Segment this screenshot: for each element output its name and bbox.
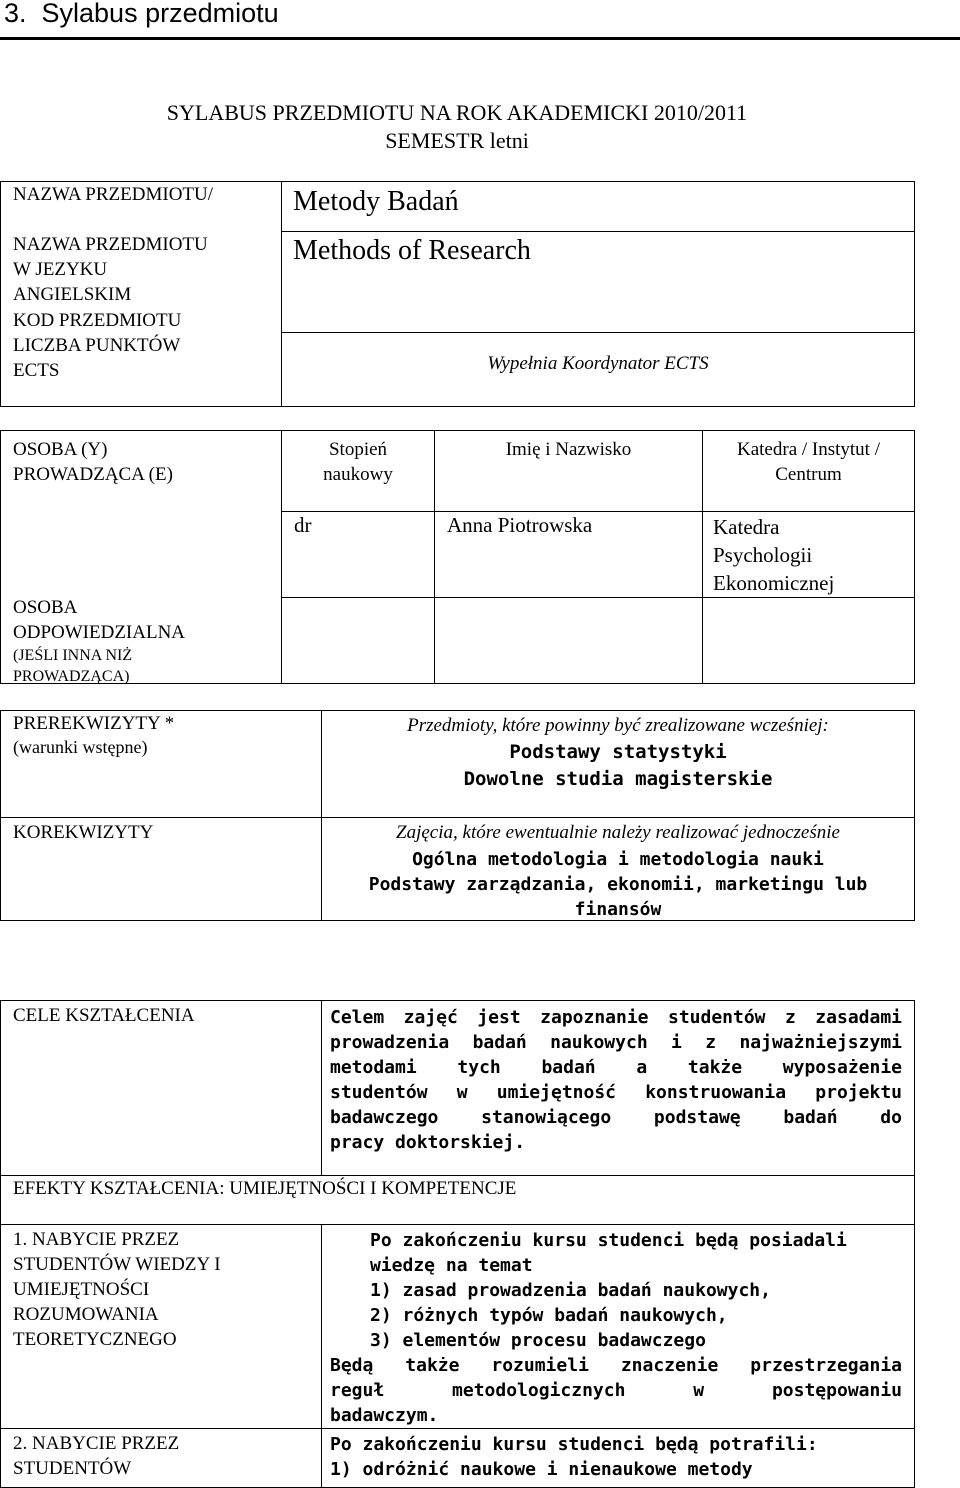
outcome-2-label-cell [0, 1428, 322, 1488]
responsible-dept-cell [702, 597, 915, 684]
outcomes-header: EFEKTY KSZTAŁCENIA: UMIEJĘTNOŚCI I KOMPETENCJE [13, 1178, 517, 1199]
responsible-person-note: (JEŚLI INNA NIŻ PROWADZĄCA) [13, 647, 133, 685]
syllabus-title: SYLABUS PRZEDMIOTU NA ROK AKADEMICKI 2010/2011 SEMESTR letni [166, 100, 748, 153]
coreq-label: KOREKWIZYTY [13, 822, 154, 843]
goals-label-cell [0, 1000, 322, 1176]
subject-name-cell [281, 181, 915, 232]
responsible-degree-cell [281, 597, 435, 684]
outcome-1-line-7: reguł metodologicznych w postępowaniu [330, 1380, 902, 1401]
outcome-2-label: 2. NABYCIE PRZEZ STUDENTÓW [13, 1433, 180, 1479]
lead-dept: Katedra Psychologii Ekonomicznej [713, 515, 835, 595]
lead-name: Anna Piotrowska [447, 513, 593, 537]
outcome-1-line-3: 1) zasad prowadzenia badań naukowych, [370, 1280, 771, 1301]
subject-english-label: NAZWA PRZEDMIOTU W JEZYKU ANGIELSKIM [13, 234, 208, 305]
goals-line-3: metodami tych badań a także wyposażenie [330, 1057, 902, 1078]
lead-degree: dr [294, 513, 312, 537]
lead-dept-cell [702, 511, 915, 598]
goals-label: CELE KSZTAŁCENIA [13, 1005, 195, 1026]
coreq-item-2: Podstawy zarządzania, ekonomii, marketingu lub [368, 874, 868, 895]
outcome-1-line-4: 2) różnych typów badań naukowych, [370, 1305, 728, 1326]
subject-ects-label: LICZBA PUNKTÓW ECTS [13, 335, 181, 381]
responsible-name-cell [434, 597, 703, 684]
coreq-item-1: Ogólna metodologia i metodologia nauki [412, 849, 824, 870]
goals-line-6: pracy doktorskiej. [330, 1132, 526, 1153]
outcome-2-line-1: Po zakończeniu kursu studenci będą potrafili: [330, 1434, 818, 1455]
outcome-1-content-cell [321, 1224, 915, 1429]
goals-content-cell [321, 1000, 915, 1176]
outcome-1-line-5: 3) elementów procesu badawczego [370, 1330, 706, 1351]
lead-degree-cell [281, 511, 435, 598]
subject-name-label: NAZWA PRZEDMIOTU/ [13, 184, 214, 205]
prereq-label-cell [0, 710, 322, 818]
outcome-1-label: 1. NABYCIE PRZEZ STUDENTÓW WIEDZY I UMIEJĘTNOŚCI ROZUMOWANIA TEORETYCZNEGO [13, 1229, 221, 1350]
subject-code-label: KOD PRZEDMIOTU [13, 310, 182, 331]
subject-english-value: Methods of Research [293, 235, 531, 266]
outcome-2-content-cell [321, 1428, 915, 1488]
coreq-intro: Zajęcia, które ewentualnie należy realizować jednocześnie [396, 822, 840, 843]
outcome-1-line-2: wiedzę na temat [370, 1255, 533, 1276]
ects-value: Wypełnia Koordynator ECTS [487, 353, 709, 374]
coreq-label-cell [0, 817, 322, 921]
section-heading: 3. Sylabus przedmiotu [0, 0, 960, 40]
lead-person-label-cell [0, 430, 282, 684]
prereq-content-cell [321, 710, 915, 818]
goals-line-5: badawczego stanowiącego podstawę badań do [330, 1107, 902, 1128]
responsible-person-label: OSOBA ODPOWIEDZIALNA [13, 597, 186, 643]
goals-line-2: prowadzenia badań naukowych i z najważniejszymi [330, 1032, 902, 1053]
outcome-1-line-8: badawczym. [330, 1405, 439, 1426]
subject-name-value: Metody Badań [293, 186, 459, 217]
lead-person-label: OSOBA (Y) PROWADZĄCA (E) [13, 439, 173, 485]
col-degree-header: Stopień naukowy [281, 430, 435, 512]
coreq-content-cell [321, 817, 915, 921]
outcomes-header-cell [0, 1175, 915, 1225]
outcome-2-line-2: 1) odróżnić naukowe i nienaukowe metody [330, 1459, 753, 1480]
lead-name-cell [434, 511, 703, 598]
subject-english-cell [281, 231, 915, 333]
outcome-1-label-cell [0, 1224, 322, 1429]
coreq-item-3: finansów [574, 899, 662, 920]
outcome-1-line-6: Będą także rozumieli znaczenie przestrzegania [330, 1355, 902, 1376]
prereq-sublabel: (warunki wstępne) [13, 737, 148, 757]
col-dept-header: Katedra / Instytut / Centrum [702, 430, 915, 512]
prereq-item-2: Dowolne studia magisterskie [463, 768, 773, 790]
prereq-intro: Przedmioty, które powinny być zrealizowane wcześniej: [407, 715, 829, 736]
subject-label-cell [0, 181, 282, 407]
outcome-1-line-1: Po zakończeniu kursu studenci będą posiadali [370, 1230, 847, 1251]
prereq-item-1: Podstawy statystyki [509, 741, 727, 763]
goals-line-1: Celem zajęć jest zapoznanie studentów z zasadami [330, 1007, 902, 1028]
prereq-label: PREREKWIZYTY * [13, 713, 175, 734]
goals-line-4: studentów w umiejętność konstruowania projektu [330, 1082, 902, 1103]
col-name-header: Imię i Nazwisko [434, 430, 703, 512]
subject-code-cell [281, 332, 915, 407]
